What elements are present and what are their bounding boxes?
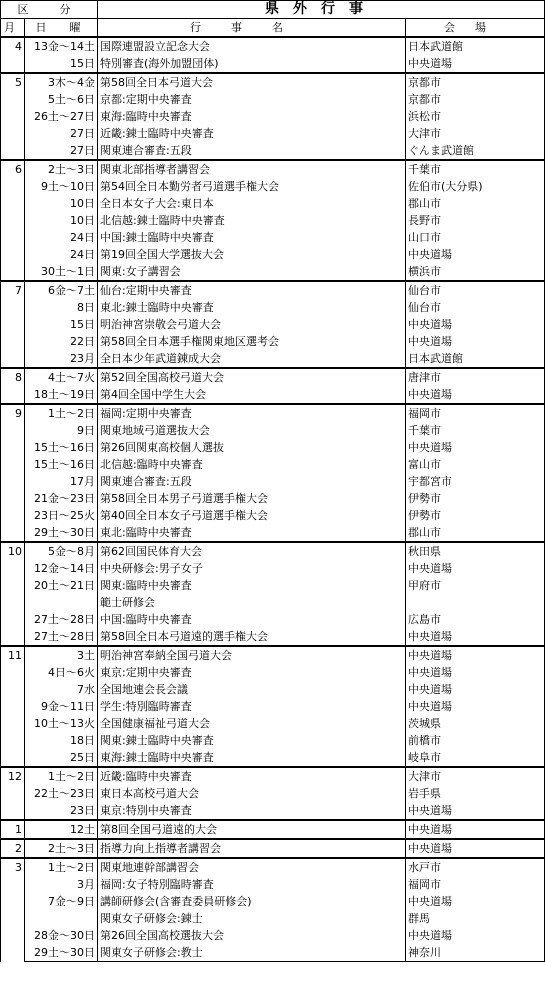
venue-cell: 岐阜市 [406,749,545,767]
date-cell: 7金〜9日 [25,893,98,910]
month-header: 月 [1,19,25,38]
table-row [1,142,545,160]
venue-cell: 中央道場 [406,628,545,646]
month-cell: 3 [1,858,25,962]
month-cell: 12 [1,767,25,820]
event-cell: 福岡:定期中央審査 [98,404,406,422]
table-row [1,749,545,767]
date-cell: 30土〜1日 [25,263,98,281]
event-cell: 東北:臨時中央審査 [98,524,406,542]
header-row-columns [1,19,545,38]
table-row [1,611,545,628]
date-cell: 24日 [25,246,98,263]
venue-cell: 中央道場 [406,246,545,263]
date-cell: 21金〜23日 [25,490,98,507]
venue-cell: 中央道場 [406,560,545,577]
venue-cell: 福岡市 [406,876,545,893]
event-cell: 東海:臨時中央審査 [98,108,406,125]
table-row [1,37,545,55]
table-row [1,681,545,698]
date-cell: 9日 [25,422,98,439]
date-cell: 23日〜25火 [25,507,98,524]
event-cell: 中央研修会:男子女子 [98,560,406,577]
event-cell: 関東連合審査:五段 [98,142,406,160]
event-cell: 仙台:定期中央審査 [98,281,406,299]
event-cell: 北信越:錬士臨時中央審査 [98,212,406,229]
venue-cell: 郡山市 [406,524,545,542]
venue-cell: 長野市 [406,212,545,229]
event-cell: 関東連合審査:五段 [98,473,406,490]
venue-cell: 伊勢市 [406,507,545,524]
date-cell: 29土〜30日 [25,524,98,542]
venue-cell: 中央道場 [406,646,545,664]
event-header: 行事名 [98,19,406,38]
venue-cell: 群馬 [406,910,545,927]
venue-cell: 茨城県 [406,715,545,732]
venue-cell: 日本武道館 [406,350,545,368]
date-cell: 3土 [25,646,98,664]
event-cell: 第58回全日本弓道遠的選手権大会 [98,628,406,646]
table-row [1,333,545,350]
month-cell: 5 [1,73,25,160]
event-cell: 明治神宮崇敬会弓道大会 [98,316,406,333]
event-cell: 中国:錬士臨時中央審査 [98,229,406,246]
event-cell: 第40回全日本女子弓道選手権大会 [98,507,406,524]
event-cell: 第54回全日本勤労者弓道選手権大会 [98,178,406,195]
date-cell: 3木〜4金 [25,73,98,91]
event-cell: 京都:定期中央審査 [98,91,406,108]
venue-cell: 仙台市 [406,299,545,316]
event-cell: 関東北部指導者講習会 [98,160,406,178]
event-cell: 国際連盟設立記念大会 [98,37,406,55]
date-cell: 5金〜8月 [25,542,98,560]
event-cell: 関東:錬士臨時中央審査 [98,732,406,749]
event-cell: 第26回関東高校個人選抜 [98,439,406,456]
table-row [1,732,545,749]
event-cell: 関東地域弓道選抜大会 [98,422,406,439]
date-cell: 5土〜6日 [25,91,98,108]
venue-cell: 大津市 [406,125,545,142]
date-cell: 2土〜3日 [25,839,98,858]
venue-cell: 甲府市 [406,577,545,594]
venue-cell: 中央道場 [406,316,545,333]
table-row [1,910,545,927]
event-cell: 第58回全日本選手権関東地区選考会 [98,333,406,350]
event-cell: 第26回全国高校選抜大会 [98,927,406,944]
event-cell: 東北:錬士臨時中央審査 [98,299,406,316]
date-cell: 1土〜2日 [25,404,98,422]
table-row [1,524,545,542]
table-row [1,368,545,386]
month-cell: 2 [1,839,25,858]
date-cell: 12土 [25,820,98,839]
venue-cell: 浜松市 [406,108,545,125]
event-cell: 東日本高校弓道大会 [98,785,406,802]
event-cell: 中国:臨時中央審査 [98,611,406,628]
venue-cell: ぐんま武道館 [406,142,545,160]
event-cell: 東海:錬士臨時中央審査 [98,749,406,767]
date-cell: 15土〜16日 [25,456,98,473]
event-cell: 特別審査(海外加盟団体) [98,55,406,73]
event-cell: 全日本少年武道錬成大会 [98,350,406,368]
event-cell: 第58回全日本男子弓道選手権大会 [98,490,406,507]
event-cell: 第8回全国弓道遠的大会 [98,820,406,839]
table-row [1,820,545,839]
date-cell: 22日 [25,333,98,350]
venue-cell: 伊勢市 [406,490,545,507]
table-row [1,263,545,281]
venue-cell: 中央道場 [406,439,545,456]
month-cell: 4 [1,37,25,73]
venue-cell: 中央道場 [406,664,545,681]
table-row [1,577,545,594]
table-row [1,55,545,73]
event-cell: 学生:特別臨時審査 [98,698,406,715]
event-cell: 近畿:臨時中央審査 [98,767,406,785]
date-cell: 4土〜7火 [25,368,98,386]
date-cell: 27日 [25,142,98,160]
month-cell: 10 [1,542,25,646]
venue-cell: 京都市 [406,91,545,108]
table-row [1,404,545,422]
date-cell: 2土〜3日 [25,160,98,178]
date-cell: 10日 [25,212,98,229]
month-cell: 9 [1,404,25,542]
date-cell: 10日 [25,195,98,212]
table-row [1,73,545,91]
table-row [1,473,545,490]
table-row [1,944,545,962]
table-row [1,767,545,785]
table-row [1,858,545,876]
venue-cell: 宇都宮市 [406,473,545,490]
table-row [1,108,545,125]
month-cell: 1 [1,820,25,839]
table-row [1,422,545,439]
event-cell: 第62回国民体育大会 [98,542,406,560]
table-row [1,456,545,473]
table-row [1,839,545,858]
table-row [1,299,545,316]
date-cell: 10土〜13火 [25,715,98,732]
table-row [1,281,545,299]
date-cell: 8日 [25,299,98,316]
date-cell: 27土〜28日 [25,628,98,646]
table-row [1,316,545,333]
date-cell: 28金〜30日 [25,927,98,944]
table-row [1,507,545,524]
event-cell: 福岡:女子特別臨時審査 [98,876,406,893]
table-row [1,125,545,142]
date-cell: 24日 [25,229,98,246]
event-cell: 第52回全国高校弓道大会 [98,368,406,386]
table-row [1,893,545,910]
venue-cell: 佐伯市(大分県) [406,178,545,195]
table-row [1,542,545,560]
table-row [1,160,545,178]
venue-header: 会場 [406,19,545,38]
table-row [1,876,545,893]
venue-cell: 千葉市 [406,160,545,178]
date-cell: 6金〜7土 [25,281,98,299]
venue-cell: 秋田県 [406,542,545,560]
date-cell: 15日 [25,316,98,333]
venue-cell: 富山市 [406,456,545,473]
venue-cell: 唐津市 [406,368,545,386]
venue-cell: 中央道場 [406,839,545,858]
month-cell: 6 [1,160,25,281]
table-row [1,246,545,263]
date-cell: 1土〜2日 [25,858,98,876]
table-row [1,664,545,681]
event-cell: 関東:臨時中央審査 [98,577,406,594]
table-row [1,91,545,108]
table-row [1,490,545,507]
venue-cell: 広島市 [406,611,545,628]
table-row [1,386,545,404]
venue-cell: 日本武道館 [406,37,545,55]
venue-cell: 中央道場 [406,55,545,73]
date-cell: 23月 [25,350,98,368]
date-cell: 18日 [25,732,98,749]
event-cell: 指導力向上指導者講習会 [98,839,406,858]
month-cell: 7 [1,281,25,368]
event-cell: 講師研修会(含審査委員研修会) [98,893,406,910]
event-cell: 全国地連会長会議 [98,681,406,698]
venue-cell: 大津市 [406,767,545,785]
table-row [1,628,545,646]
table-row [1,698,545,715]
table-row [1,715,545,732]
event-cell: 東京:特別中央審査 [98,802,406,820]
table-row [1,594,545,611]
venue-cell: 仙台市 [406,281,545,299]
event-cell: 第4回全国中学生大会 [98,386,406,404]
table-row [1,212,545,229]
table-row [1,646,545,664]
page-title: 県外行事 [98,1,545,19]
table-row [1,178,545,195]
table-row [1,927,545,944]
venue-cell: 中央道場 [406,681,545,698]
date-cell [25,910,98,927]
date-cell: 29土〜30日 [25,944,98,962]
date-cell: 18土〜19日 [25,386,98,404]
date-cell: 26土〜27日 [25,108,98,125]
month-cell: 11 [1,646,25,767]
venue-cell: 郡山市 [406,195,545,212]
event-cell: 近畿:錬士臨時中央審査 [98,125,406,142]
table-row [1,802,545,820]
venue-cell: 中央道場 [406,698,545,715]
venue-cell: 中央道場 [406,386,545,404]
date-cell: 12金〜14日 [25,560,98,577]
event-cell: 関東女子研修会:教士 [98,944,406,962]
venue-cell: 中央道場 [406,333,545,350]
header-row-top [1,1,545,19]
date-cell: 25日 [25,749,98,767]
date-cell: 15日 [25,55,98,73]
venue-cell: 山口市 [406,229,545,246]
date-cell: 13金〜14土 [25,37,98,55]
division-header: 区 分 [1,1,98,19]
event-cell: 関東女子研修会:錬士 [98,910,406,927]
venue-cell [406,594,545,611]
venue-cell: 岩手県 [406,785,545,802]
table-row [1,350,545,368]
venue-cell: 千葉市 [406,422,545,439]
event-cell: 全国健康福祉弓道大会 [98,715,406,732]
date-cell: 1土〜2日 [25,767,98,785]
venue-cell: 神奈川 [406,944,545,962]
table-row [1,785,545,802]
date-cell: 27土〜28日 [25,611,98,628]
date-cell: 27日 [25,125,98,142]
venue-cell: 中央道場 [406,802,545,820]
table-row [1,560,545,577]
venue-cell: 水戸市 [406,858,545,876]
table-row [1,195,545,212]
date-cell: 23日 [25,802,98,820]
event-cell: 北信越:臨時中央審査 [98,456,406,473]
month-cell: 8 [1,368,25,404]
event-cell: 第19回全国大学選抜大会 [98,246,406,263]
date-cell: 15土〜16日 [25,439,98,456]
event-cell: 全日本女子大会:東日本 [98,195,406,212]
date-cell: 9金〜11日 [25,698,98,715]
date-cell: 9土〜10日 [25,178,98,195]
date-cell: 17月 [25,473,98,490]
event-cell: 明治神宮奉納全国弓道大会 [98,646,406,664]
date-cell: 7水 [25,681,98,698]
table-row [1,439,545,456]
venue-cell: 中央道場 [406,893,545,910]
venue-cell: 横浜市 [406,263,545,281]
date-cell: 3月 [25,876,98,893]
venue-cell: 福岡市 [406,404,545,422]
event-cell: 関東地連幹部講習会 [98,858,406,876]
date-cell [25,594,98,611]
event-cell: 東京:定期中央審査 [98,664,406,681]
venue-cell: 中央道場 [406,820,545,839]
venue-cell: 京都市 [406,73,545,91]
venue-cell: 中央道場 [406,927,545,944]
event-cell: 第58回全日本弓道大会 [98,73,406,91]
date-cell: 22土〜23日 [25,785,98,802]
event-cell: 範士研修会 [98,594,406,611]
date-header: 日 曜 [25,19,98,38]
venue-cell: 前橋市 [406,732,545,749]
date-cell: 20土〜21日 [25,577,98,594]
date-cell: 4日〜6火 [25,664,98,681]
table-row [1,229,545,246]
schedule-body [1,37,545,962]
event-cell: 関東:女子講習会 [98,263,406,281]
